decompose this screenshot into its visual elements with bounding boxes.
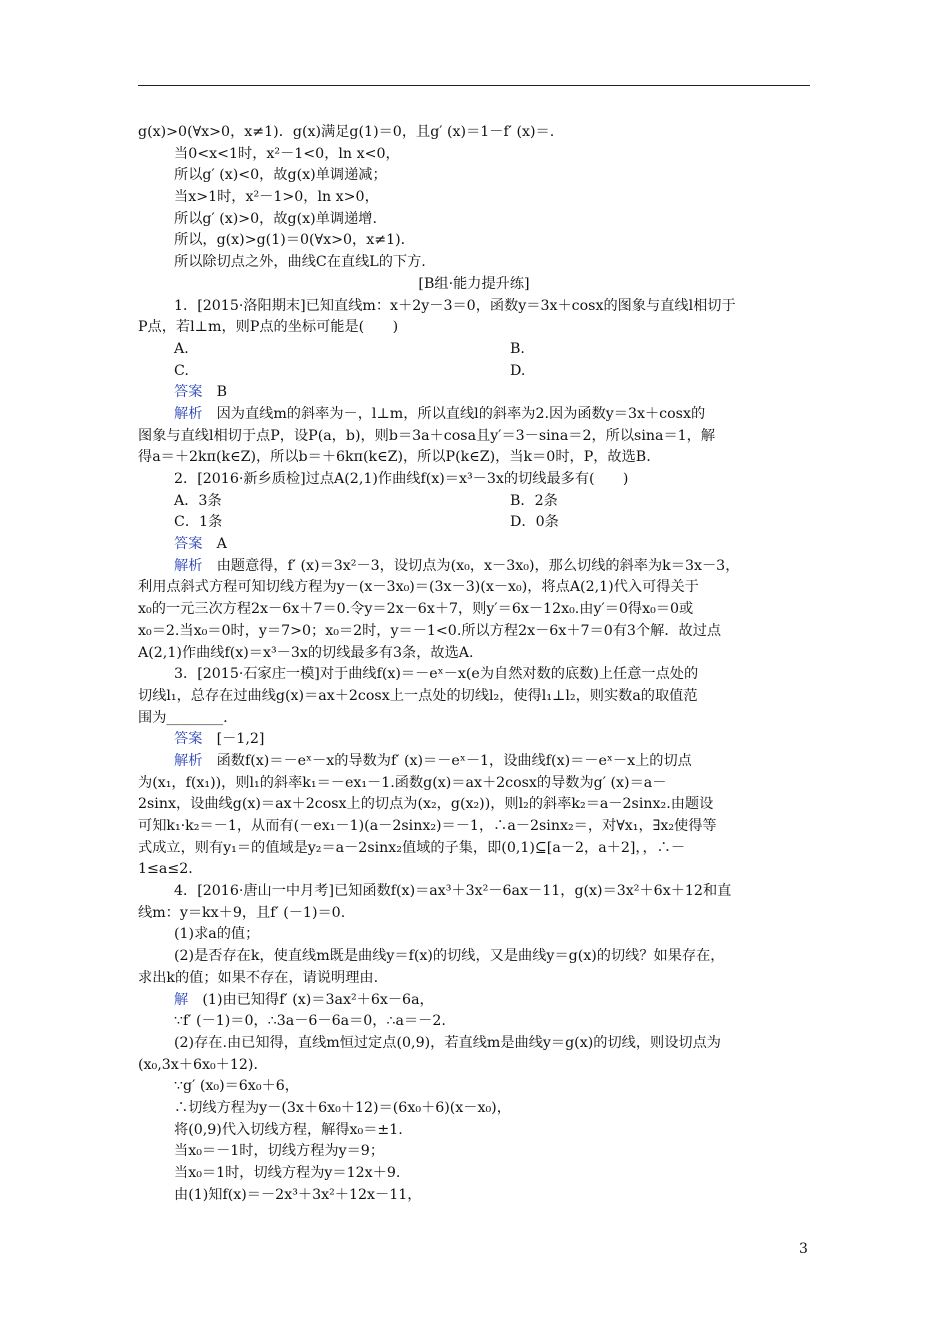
option-c: C. xyxy=(174,362,189,379)
solution-label: 解 xyxy=(174,991,189,1008)
analysis-line: 可知k₁·k₂＝－1，从而有(－ex₁－1)(a－2sinx₂)＝－1，∴a－2sinx₂＝，对∀x₁，∃x₂使得等 xyxy=(138,818,717,834)
solution-line: ∵f′ (－1)＝0，∴3a－6－6a＝0，∴a＝－2. xyxy=(174,1013,446,1030)
analysis-line: x₀＝2.当x₀＝0时，y＝7>0；x₀＝2时，y＝－1<0.所以方程2x－6x＋7＝0有3个解．故过点 xyxy=(138,622,722,639)
analysis-line: 利用点斜式方程可知切线方程为y－(x－3x₀)＝(3x－3)(x－x₀)，将点A(2,1)代入可得关于 xyxy=(138,579,699,596)
analysis-line: x₀的一元三次方程2x－6x＋7＝0.令y＝2x－6x＋7，则y′＝6x－12x₀.由y′＝0得x₀＝0或 xyxy=(138,601,694,618)
text-line: 所以g′ (x)<0，故g(x)单调递减； xyxy=(174,167,387,184)
text-line: g(x)>0(∀x>0，x≠1)．g(x)满足g(1)＝0，且g′ (x)＝1－f′ (x)＝. xyxy=(138,124,555,140)
analysis-line: 1≤a≤2. xyxy=(138,861,193,878)
question-part: 求出k的值；如果不存在，请说明理由. xyxy=(138,969,379,986)
answer-value: [－1,2] xyxy=(202,731,265,748)
analysis-line: A(2,1)作曲线f(x)＝x³－3x的切线最多有3条，故选A. xyxy=(138,644,474,661)
solution-line: 由(1)知f(x)＝－2x³＋3x²＋12x－11， xyxy=(174,1186,422,1203)
text-line: 所以除切点之外，曲线C在直线L的下方. xyxy=(174,254,426,271)
option-a: A. xyxy=(174,340,189,357)
answer-line xyxy=(138,534,810,556)
text-line: 当x>1时，x²－1>0，ln x>0， xyxy=(174,189,379,206)
analysis-label: 解析 xyxy=(174,405,203,422)
question-stem: 围为________. xyxy=(138,709,228,726)
question-stem: 切线l₁，总存在过曲线g(x)＝ax＋2cosx上一点处的切线l₂，使得l₁⊥l₂，则实数a的取值范 xyxy=(138,687,698,704)
option-c: C．1条 xyxy=(174,514,223,531)
solution-line: ∵g′ (x₀)＝6x₀＋6， xyxy=(174,1078,299,1095)
solution-line xyxy=(138,990,810,1012)
analysis-text: 函数f(x)＝－eˣ－x的导数为f′ (x)＝－eˣ－1，设曲线f(x)＝－eˣ－x上的切点 xyxy=(202,752,692,769)
option-b: B. xyxy=(510,340,525,357)
question-stem: P点，若l⊥m，则P点的坐标可能是( ) xyxy=(138,319,399,336)
header-rule xyxy=(138,85,810,86)
analysis-line xyxy=(138,556,810,578)
question-part: (2)是否存在k，使直线m既是曲线y＝f(x)的切线，又是曲线y＝g(x)的切线？如果存在， xyxy=(174,948,725,965)
solution-text: (1)由已知得f′ (x)＝3ax²＋6x－6a， xyxy=(188,991,434,1008)
analysis-label: 解析 xyxy=(174,557,203,574)
solution-line: 当x₀＝－1时，切线方程为y＝9； xyxy=(174,1143,385,1160)
question-stem: 1．[2015·洛阳期末]已知直线m：x＋2y－3＝0，函数y＝3x＋cosx的图象与直线l相切于 xyxy=(174,297,736,314)
option-a: A．3条 xyxy=(174,492,222,509)
analysis-line: 为(x₁，f(x₁))，则l₁的斜率k₁＝－ex₁－1.函数g(x)＝ax＋2cosx的导数为g′ (x)＝a－ xyxy=(138,774,667,791)
solution-line: 当x₀＝1时，切线方程为y＝12x＋9. xyxy=(174,1165,401,1181)
section-header: [B组·能力提升练] xyxy=(418,275,530,292)
option-row xyxy=(138,339,810,361)
solution-line: 将(0,9)代入切线方程，解得x₀＝±1. xyxy=(174,1121,403,1138)
question-stem: 3．[2015·石家庄一模]对于曲线f(x)＝－eˣ－x(e为自然对数的底数)上任意一点处的 xyxy=(174,666,699,683)
answer-value: A xyxy=(202,536,227,553)
analysis-line: 得a＝＋2kπ(k∈Z)，所以b＝＋6kπ(k∈Z)，所以P(k∈Z)，当k＝0时，P，故选B. xyxy=(138,449,651,466)
answer-line xyxy=(138,382,810,404)
page-number: 3 xyxy=(799,1241,808,1257)
question-part: (1)求a的值； xyxy=(174,926,260,943)
answer-label: 答案 xyxy=(174,384,203,401)
page-content xyxy=(138,122,810,1206)
answer-line xyxy=(138,729,810,751)
analysis-line: 式成立，则有y₁＝的值域是y₂＝a－2sinx₂值域的子集，即(0,1)⊆[a－2，a＋2]，，∴－ xyxy=(138,839,686,856)
solution-line: (x₀,3x＋6x₀＋12)． xyxy=(138,1056,268,1073)
solution-line: ∴切线方程为y－(3x＋6x₀＋12)＝(6x₀＋6)(x－x₀)， xyxy=(174,1099,511,1116)
analysis-text: 因为直线m的斜率为－，l⊥m，所以直线l的斜率为2.因为函数y＝3x＋cosx的 xyxy=(202,405,706,422)
analysis-text: 由题意得，f′ (x)＝3x²－3，设切点为(x₀，x－3x₀)，那么切线的斜率为k＝3x－3， xyxy=(202,557,740,574)
answer-value: B xyxy=(202,384,228,401)
analysis-line xyxy=(138,404,810,426)
option-row xyxy=(138,512,810,534)
answer-label: 答案 xyxy=(174,536,203,553)
question-stem: 4．[2016·唐山一中月考]已知函数f(x)＝ax³＋3x²－6ax－11，g(x)＝3x²＋6x＋12和直 xyxy=(174,883,732,900)
analysis-line: 2sinx，设曲线g(x)＝ax＋2cosx上的切点为(x₂，g(x₂))，则l₂的斜率k₂＝a－2sinx₂.由题设 xyxy=(138,796,714,813)
text-line: 所以，g(x)>g(1)＝0(∀x>0，x≠1)． xyxy=(174,232,415,249)
text-line: 当0<x<1时，x²－1<0，ln x<0， xyxy=(174,145,400,162)
answer-label: 答案 xyxy=(174,731,203,748)
solution-line: (2)存在.由已知得，直线m恒过定点(0,9)，若直线m是曲线y＝g(x)的切线，则设切点为 xyxy=(174,1034,721,1051)
analysis-label: 解析 xyxy=(174,752,203,769)
option-row xyxy=(138,361,810,383)
analysis-line xyxy=(138,751,810,773)
option-d: D．0条 xyxy=(510,514,559,531)
option-row xyxy=(138,491,810,513)
question-stem: 线m：y＝kx＋9，且f′ (－1)＝0. xyxy=(138,904,346,921)
analysis-line: 图象与直线l相切于点P，设P(a，b)，则b＝3a＋cosa且y′＝3－sina＝2，所以sina＝1，解 xyxy=(138,427,716,444)
question-stem: 2．[2016·新乡质检]过点A(2,1)作曲线f(x)＝x³－3x的切线最多有( ) xyxy=(174,471,629,487)
text-line: 所以g′ (x)>0，故g(x)单调递增. xyxy=(174,210,377,227)
option-d: D. xyxy=(510,362,526,379)
option-b: B．2条 xyxy=(510,492,558,509)
